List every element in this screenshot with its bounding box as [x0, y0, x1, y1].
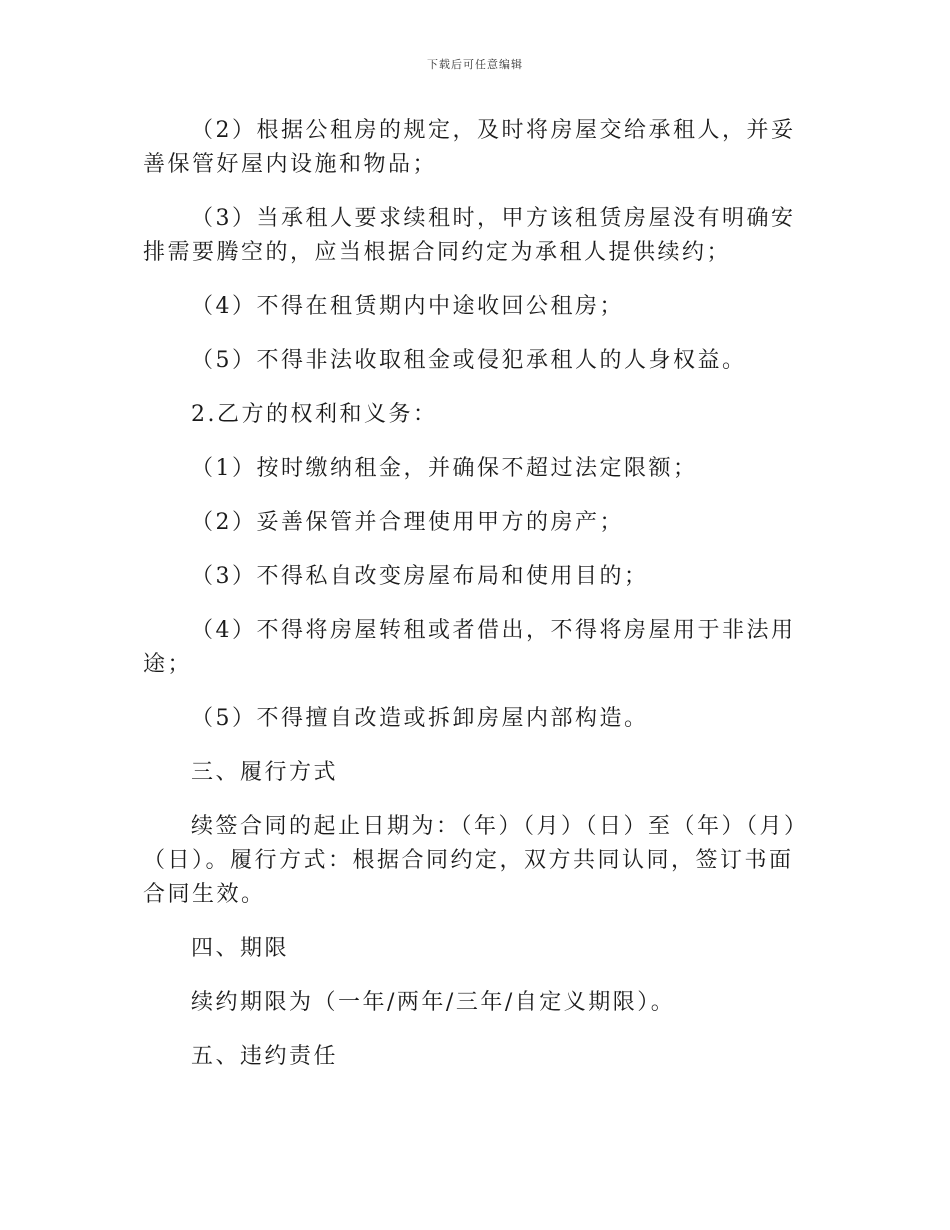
paragraph-lessee-duty-4: （4）不得将房屋转租或者借出，不得将房屋用于非法用途；	[143, 618, 796, 677]
page-header: 下载后可任意编辑	[427, 58, 523, 71]
section-heading-liability: 五、违约责任	[191, 1044, 339, 1069]
paragraph-lessor-duty-4: （4）不得在租赁期内中途收回公租房；	[191, 294, 624, 319]
paragraph-lessee-duty-5: （5）不得擅自改造或拆卸房屋内部构造。	[191, 706, 649, 731]
document-body	[143, 114, 813, 1094]
paragraph-lessor-duty-3: （3）当承租人要求续租时，甲方该租赁房屋没有明确安排需要腾空的，应当根据合同约定为承租人提供续约；	[143, 206, 796, 265]
section-heading-lessee-rights: 2.乙方的权利和义务：	[191, 402, 438, 427]
paragraph-lessee-duty-3: （3）不得私自改变房屋布局和使用目的；	[191, 564, 649, 589]
paragraph-lessor-duty-5: （5）不得非法收取租金或侵犯承租人的人身权益。	[191, 348, 747, 373]
section-heading-term: 四、期限	[191, 936, 290, 961]
paragraph-performance: 续签合同的起止日期为：（年）（月）（日）至（年）（月）（日）。履行方式：根据合同约定，双方共同认同，签订书面合同生效。	[143, 814, 809, 907]
paragraph-lessee-duty-1: （1）按时缴纳租金，并确保不超过法定限额；	[191, 456, 698, 481]
paragraph-lessee-duty-2: （2）妥善保管并合理使用甲方的房产；	[191, 510, 624, 535]
paragraph-term: 续约期限为（一年/两年/三年/自定义期限）。	[191, 990, 676, 1015]
paragraph-lessor-duty-2: （2）根据公租房的规定，及时将房屋交给承租人，并妥善保管好屋内设施和物品；	[143, 118, 796, 177]
section-heading-performance: 三、履行方式	[191, 760, 339, 785]
